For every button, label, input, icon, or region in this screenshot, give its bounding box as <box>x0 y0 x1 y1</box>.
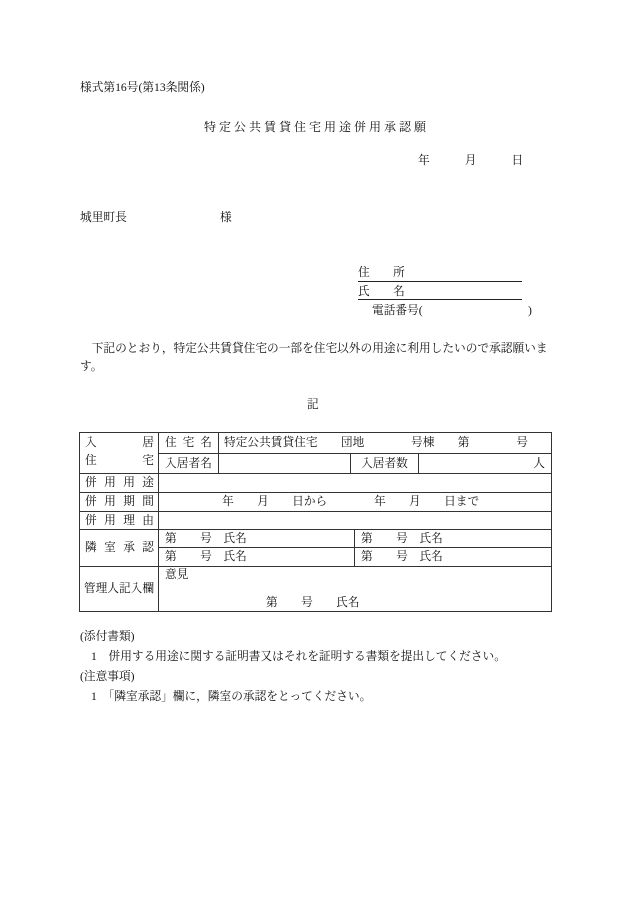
form-number: 様式第16号(第13条関係) <box>80 81 205 94</box>
ki-heading: 記 <box>307 398 319 411</box>
phone-close-paren: ) <box>528 304 532 317</box>
document-title: 特定公共賃貸住宅用途併用承認願 <box>204 120 430 134</box>
cautions-item-1: 1 「隣室承認」欄に，隣室の承認をとってください。 <box>91 690 372 703</box>
use-period-label: 併 用 期 間 <box>79 492 159 512</box>
manager-signature-line: 第 号 氏名 <box>266 596 360 609</box>
housing-name-label: 住 宅 名 <box>158 432 219 454</box>
cautions-heading: (注意事項) <box>80 670 135 683</box>
occupant-name-label: 入居者名 <box>158 453 219 474</box>
residence-label-line-2: 住 宅 <box>85 454 154 467</box>
neighbor-entry-1-right: 第 号 氏名 <box>354 529 552 548</box>
occupant-count-label: 入居者数 <box>350 453 419 474</box>
manager-opinion-label: 意見 <box>165 568 189 581</box>
use-purpose-value <box>158 473 552 493</box>
attachments-heading: (添付書類) <box>80 630 135 643</box>
use-period-value: 年 月 日から 年 月 日まで <box>158 492 552 512</box>
name-label: 氏 名 <box>358 285 405 298</box>
occupant-name-value <box>218 453 351 474</box>
use-purpose-label: 併 用 用 途 <box>79 473 159 493</box>
housing-name-value: 特定公共賃貸住宅 団地 号棟 第 号 <box>218 432 552 454</box>
attachments-item-1: 1 併用する用途に関する証明書又はそれを証明する書類を提出してください。 <box>91 650 506 663</box>
paragraph-line-2: す。 <box>80 360 103 373</box>
addressee-suffix: 様 <box>220 211 232 224</box>
addressee: 城里町長 <box>80 211 127 224</box>
neighbor-approval-label: 隣 室 承 認 <box>79 529 159 567</box>
paragraph-line-1: 下記のとおり，特定公共賃貸住宅の一部を住宅以外の用途に利用したいので承認願いま <box>80 342 548 355</box>
name-underline <box>358 299 522 300</box>
use-reason-value <box>158 511 552 530</box>
occupant-count-value: 人 <box>418 453 552 474</box>
neighbor-entry-2-right: 第 号 氏名 <box>354 547 552 567</box>
date-line: 年 月 日 <box>418 154 524 167</box>
address-underline <box>358 281 522 282</box>
address-label: 住 所 <box>358 266 405 279</box>
residence-label-cell <box>79 432 159 474</box>
phone-label: 電話番号( <box>372 304 423 317</box>
use-reason-label: 併 用 理 由 <box>79 511 159 530</box>
manager-entry-label: 管理人記入欄 <box>79 566 159 612</box>
neighbor-entry-1-left: 第 号 氏名 <box>158 529 355 548</box>
residence-label-line-1: 入 居 <box>85 436 154 449</box>
neighbor-entry-2-left: 第 号 氏名 <box>158 547 355 567</box>
manager-entry-cell <box>158 566 552 612</box>
